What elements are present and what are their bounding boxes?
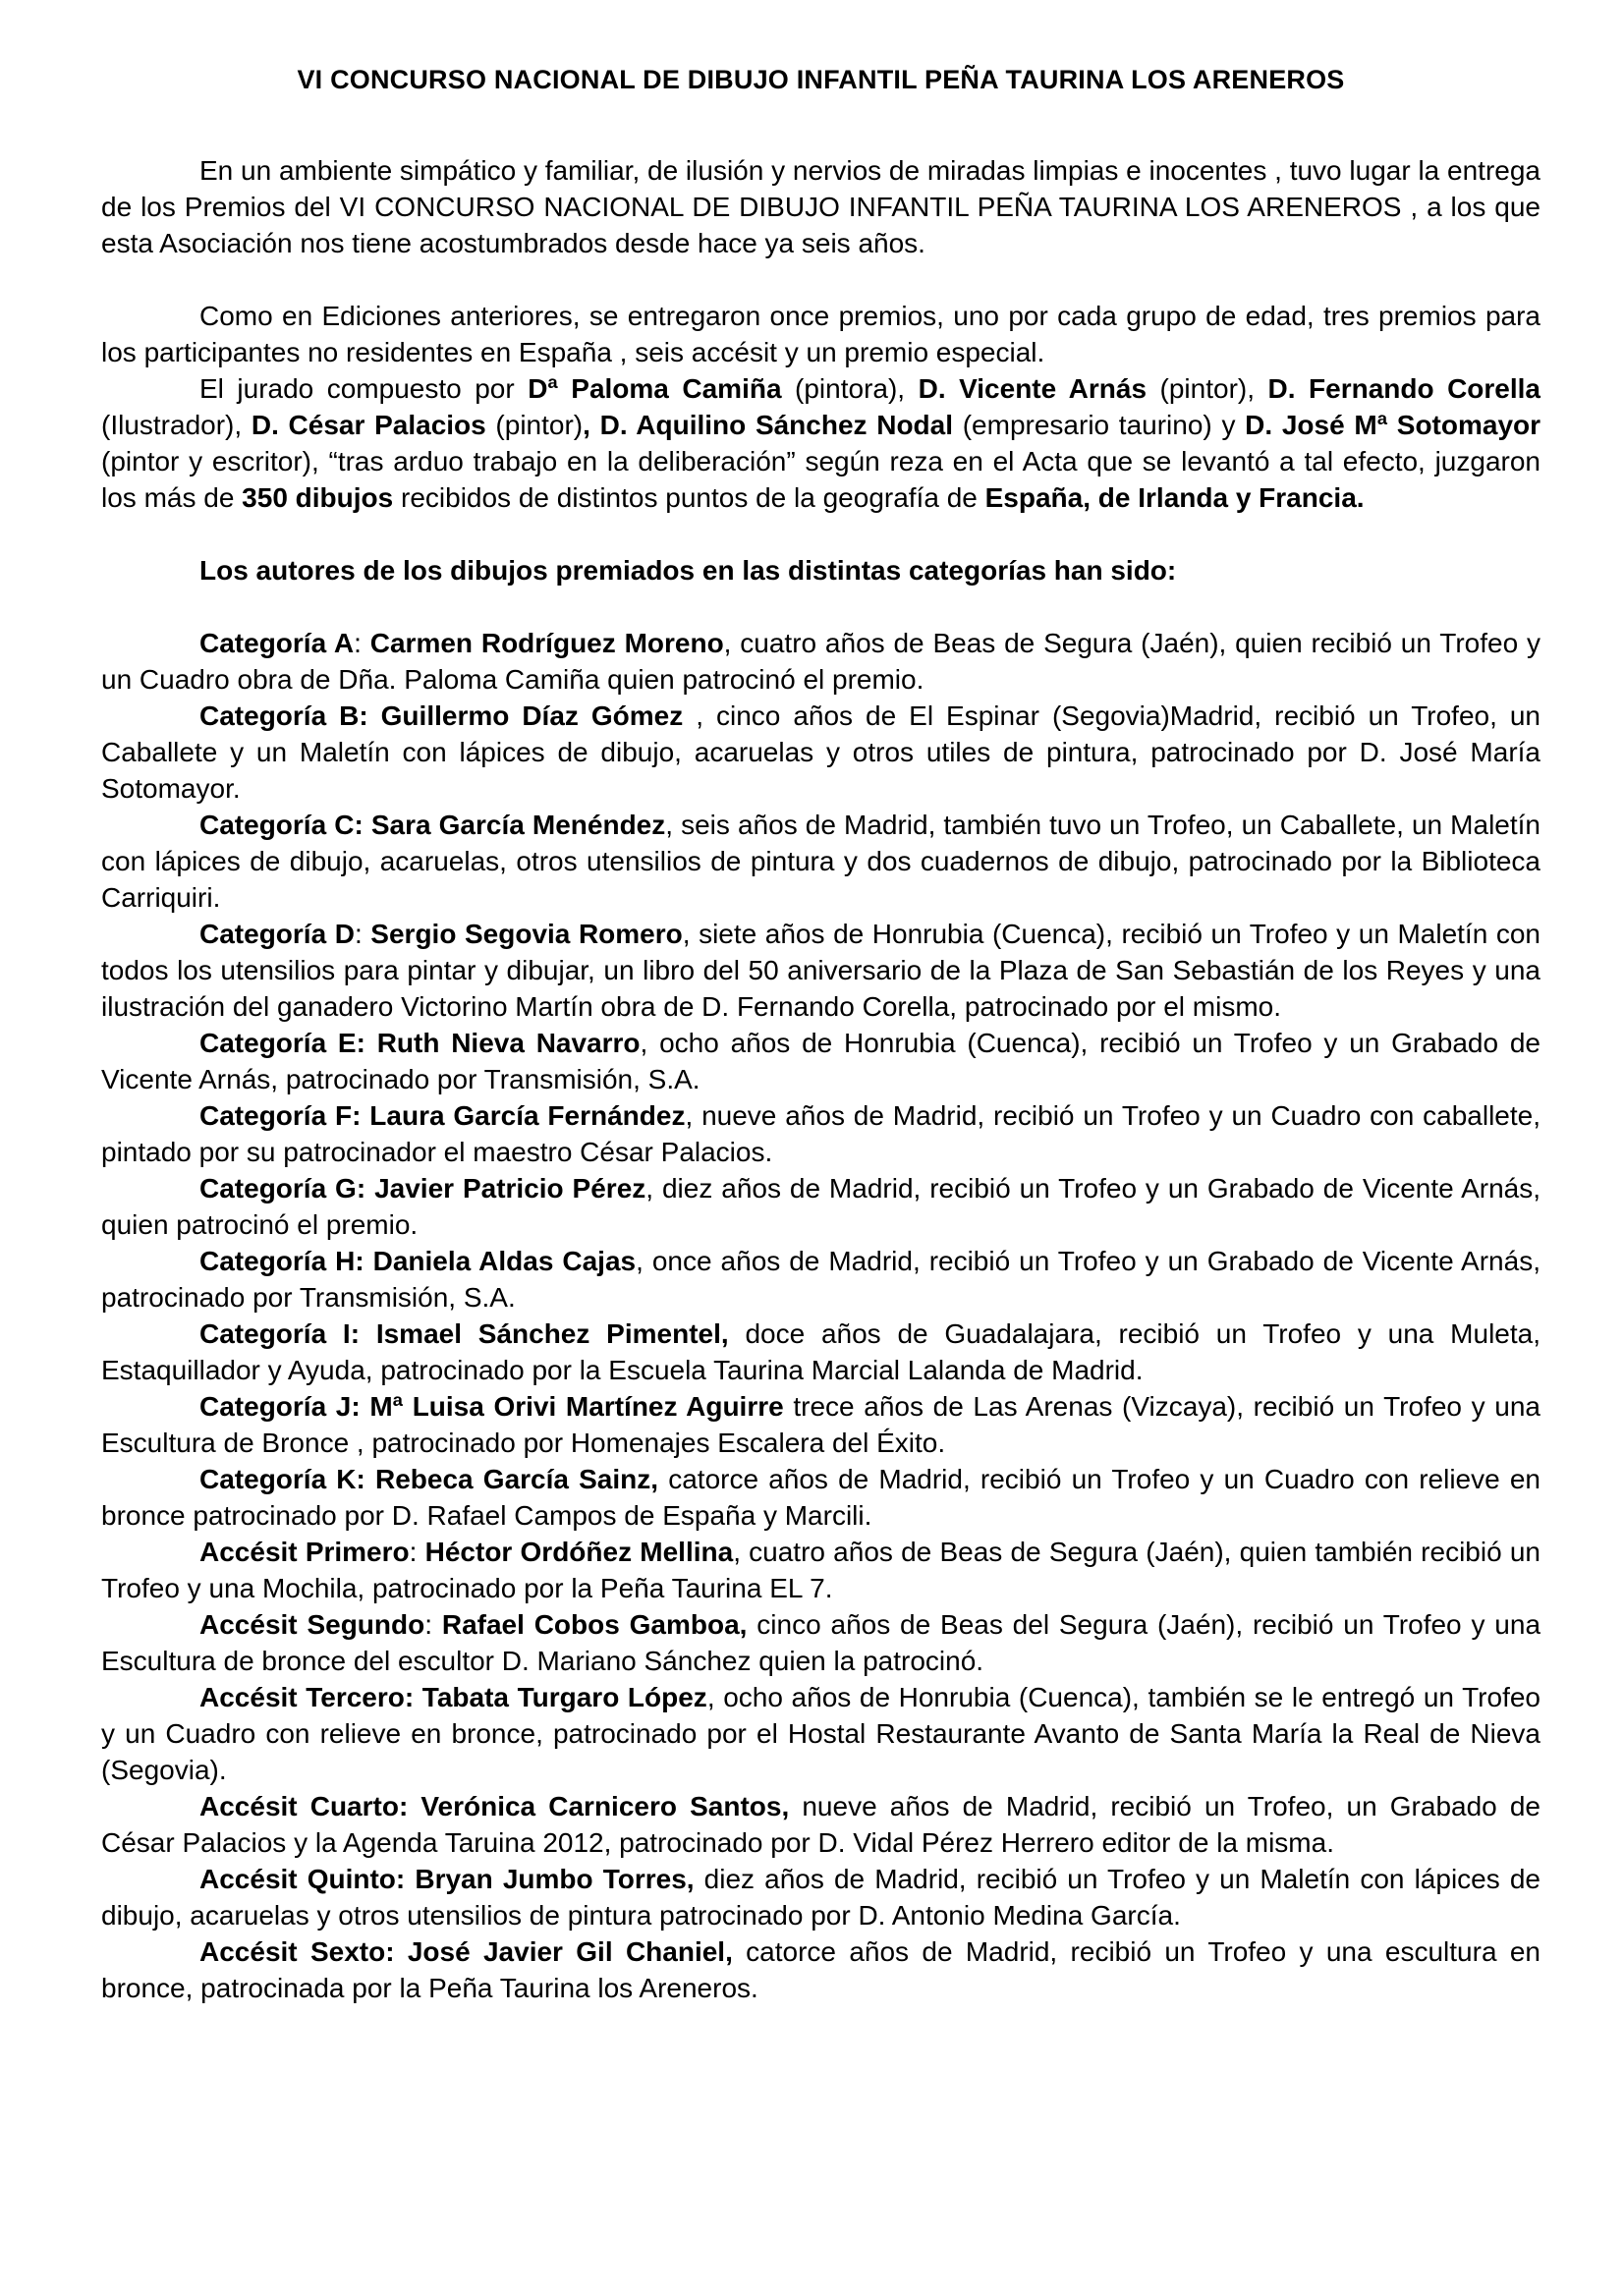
text-segment: , siete años de Honrubia (Cuenca), recibió un Trofeo y un Maletín con todos los utensilios para pintar y dibujar, un libro del 50 aniversario de la Plaza de San Sebastián de los Reyes y una ilustración del ganadero Victorino Martín obra de D. Fernando Corella, patrocinado por el mismo.: [101, 919, 1540, 1022]
text-segment: recibidos de distintos puntos de la geografía de: [393, 482, 985, 513]
text-segment-bold: Dª Paloma Camiña: [528, 373, 782, 404]
text-segment: nueve años de Madrid, recibió un Trofeo, un Grabado de César Palacios y la Agenda Taruina 2012, patrocinado por D. Vidal Pérez Herrero editor de la misma.: [101, 1791, 1540, 1858]
text-segment-bold: Categoría C: Sara García Menéndez: [199, 810, 666, 840]
text-segment: (pintora),: [781, 373, 919, 404]
text-segment: , diez años de Madrid, recibió un Trofeo y un Grabado de Vicente Arnás, quien patrocinó el premio.: [101, 1173, 1541, 1240]
text-segment-bold: Categoría A: [199, 628, 355, 658]
text-segment: , cinco años de El Espinar (Segovia)Madrid, recibió un Trofeo, un Caballete y un Maletín con lápices de dibujo, acaruelas y otros utiles de pintura, patrocinado por D. José María Sotomayor.: [101, 700, 1540, 804]
document-title: VI CONCURSO NACIONAL DE DIBUJO INFANTIL PEÑA TAURINA LOS ARENEROS: [297, 65, 1345, 94]
text-segment: :: [354, 628, 370, 658]
text-segment: (pintor y escritor), “tras arduo trabajo en la deliberación” según reza en el Acta que se levantó a tal efecto, juzgaron los más de: [101, 446, 1540, 513]
text-segment-bold: Héctor Ordóñez Mellina: [424, 1537, 734, 1567]
text-segment-bold: Categoría G: Javier Patricio Pérez: [199, 1173, 646, 1204]
paragraph-autores-heading: [101, 552, 1540, 588]
text-segment-bold: Categoría E: Ruth Nieva Navarro: [199, 1028, 641, 1058]
paragraph-accesit-tercero: [101, 1679, 1540, 1788]
text-segment: (pintor),: [1147, 373, 1268, 404]
paragraph-categoria-a: [101, 625, 1540, 698]
text-segment: :: [409, 1537, 425, 1567]
text-segment: , once años de Madrid, recibió un Trofeo y un Grabado de Vicente Arnás, patrocinado por Transmisión, S.A.: [101, 1246, 1540, 1313]
text-segment: (pintor): [485, 410, 584, 440]
text-segment-bold: Accésit Segundo: [199, 1609, 425, 1640]
text-segment: , seis años de Madrid, también tuvo un Trofeo, un Caballete, un Maletín con lápices de dibujo, acaruelas, otros utensilios de pintura y dos cuadernos de dibujo, patrocinado por la Biblioteca Carriquiri.: [101, 810, 1541, 913]
text-segment-bold: Accésit Cuarto: Verónica Carnicero Santos,: [199, 1791, 790, 1821]
paragraph-categoria-h: [101, 1243, 1540, 1316]
text-segment: , cuatro años de Beas de Segura (Jaén), quien recibió un Trofeo y un Cuadro obra de Dña. Paloma Camiña quien patrocinó el premio.: [101, 628, 1540, 695]
text-segment-bold: D. Fernando Corella: [1267, 373, 1541, 404]
paragraph-intro: [101, 152, 1540, 261]
text-segment: (empresario taurino) y: [953, 410, 1246, 440]
text-segment-bold: Categoría F: Laura García Fernández: [199, 1100, 686, 1131]
text-segment-bold: 350 dibujos: [242, 482, 394, 513]
text-segment-bold: Categoría H: Daniela Aldas Cajas: [199, 1246, 637, 1276]
text-segment: , nueve años de Madrid, recibió un Trofeo y un Cuadro con caballete, pintado por su patrocinador el maestro César Palacios.: [101, 1100, 1541, 1167]
paragraph-accesit-primero: [101, 1534, 1540, 1606]
text-segment-bold: Carmen Rodríguez Moreno: [369, 628, 724, 658]
text-segment-bold: Accésit Primero: [199, 1537, 410, 1567]
document-body: [101, 152, 1540, 2006]
text-segment-bold: Los autores de los dibujos premiados en las distintas categorías han sido:: [199, 555, 1177, 586]
paragraph-categoria-k: [101, 1461, 1540, 1534]
text-segment-bold: D. César Palacios: [251, 410, 486, 440]
paragraph-accesit-sexto: [101, 1933, 1540, 2006]
text-segment: , ocho años de Honrubia (Cuenca), también se le entregó un Trofeo y un Cuadro con relieve en bronce, patrocinado por el Hostal Restaurante Avanto de Santa María la Real de Nieva (Segovia).: [101, 1682, 1540, 1785]
text-segment: Como en Ediciones anteriores, se entregaron once premios, uno por cada grupo de edad, tres premios para los participantes no residentes en España , seis accésit y un premio especial.: [101, 301, 1540, 367]
text-segment: , ocho años de Honrubia (Cuenca), recibió un Trofeo y un Grabado de Vicente Arnás, patrocinado por Transmisión, S.A.: [101, 1028, 1540, 1094]
paragraph-accesit-quinto: [101, 1861, 1540, 1933]
text-segment: catorce años de Madrid, recibió un Trofeo y un Cuadro con relieve en bronce patrocinado por D. Rafael Campos de España y Marcili.: [101, 1464, 1540, 1531]
text-segment-bold: Categoría J: Mª Luisa Orivi Martínez Aguirre: [199, 1391, 784, 1422]
text-segment-bold: Categoría D: [199, 919, 355, 949]
text-segment: , cuatro años de Beas de Segura (Jaén), quien también recibió un Trofeo y una Mochila, patrocinado por la Peña Taurina EL 7.: [101, 1537, 1540, 1603]
text-segment-bold: España, de Irlanda y Francia.: [984, 482, 1365, 513]
text-segment-bold: Categoría K: Rebeca García Sainz,: [199, 1464, 659, 1494]
text-segment: doce años de Guadalajara, recibió un Trofeo y una Muleta, Estaquillador y Ayuda, patrocinado por la Escuela Taurina Marcial Lalanda de Madrid.: [101, 1318, 1540, 1385]
text-segment: :: [354, 919, 371, 949]
text-segment-bold: , D. Aquilino Sánchez Nodal: [583, 410, 954, 440]
paragraph-premios-resumen: [101, 298, 1540, 370]
paragraph-categoria-i: [101, 1316, 1540, 1388]
text-segment-bold: Accésit Sexto: José Javier Gil Chaniel,: [199, 1936, 733, 1967]
text-segment: cinco años de Beas del Segura (Jaén), recibió un Trofeo y una Escultura de bronce del escultor D. Mariano Sánchez quien la patrocinó.: [101, 1609, 1541, 1676]
paragraph-categoria-c: [101, 807, 1540, 916]
paragraph-categoria-f: [101, 1097, 1540, 1170]
paragraph-categoria-j: [101, 1388, 1540, 1461]
paragraph-jurado: [101, 370, 1540, 516]
text-segment: En un ambiente simpático y familiar, de ilusión y nervios de miradas limpias e inocentes , tuvo lugar la entrega de los Premios del VI CONCURSO NACIONAL DE DIBUJO INFANTIL PEÑA TAURINA LOS ARENEROS , a los que esta Asociación nos tiene acostumbrados desde hace ya seis años.: [101, 155, 1540, 258]
text-segment-bold: Categoría B: Guillermo Díaz Gómez: [199, 700, 684, 731]
text-segment-bold: D. Vicente Arnás: [918, 373, 1148, 404]
text-segment: trece años de Las Arenas (Vizcaya), recibió un Trofeo y una Escultura de Bronce , patrocinado por Homenajes Escalera del Éxito.: [101, 1391, 1541, 1458]
text-segment: catorce años de Madrid, recibió un Trofeo y una escultura en bronce, patrocinada por la Peña Taurina los Areneros.: [101, 1936, 1540, 2003]
paragraph-accesit-segundo: [101, 1606, 1540, 1679]
text-segment: (Ilustrador),: [101, 410, 252, 440]
paragraph-categoria-b: [101, 698, 1540, 807]
text-segment-bold: Accésit Quinto: Bryan Jumbo Torres,: [199, 1864, 695, 1894]
paragraph-accesit-cuarto: [101, 1788, 1540, 1861]
paragraph-categoria-e: [101, 1025, 1540, 1097]
paragraph-categoria-g: [101, 1170, 1540, 1243]
text-segment-bold: D. José Mª Sotomayor: [1245, 410, 1541, 440]
text-segment-bold: Rafael Cobos Gamboa,: [441, 1609, 748, 1640]
text-segment-bold: Categoría I: Ismael Sánchez Pimentel,: [199, 1318, 729, 1349]
text-segment: :: [424, 1609, 442, 1640]
text-segment: diez años de Madrid, recibió un Trofeo y un Maletín con lápices de dibujo, acaruelas y otros utensilios de pintura patrocinado por D. Antonio Medina García.: [101, 1864, 1540, 1931]
text-segment: El jurado compuesto por: [199, 373, 529, 404]
paragraph-categoria-d: [101, 916, 1540, 1025]
text-segment-bold: Accésit Tercero: Tabata Turgaro López: [199, 1682, 707, 1712]
text-segment-bold: Sergio Segovia Romero: [370, 919, 683, 949]
